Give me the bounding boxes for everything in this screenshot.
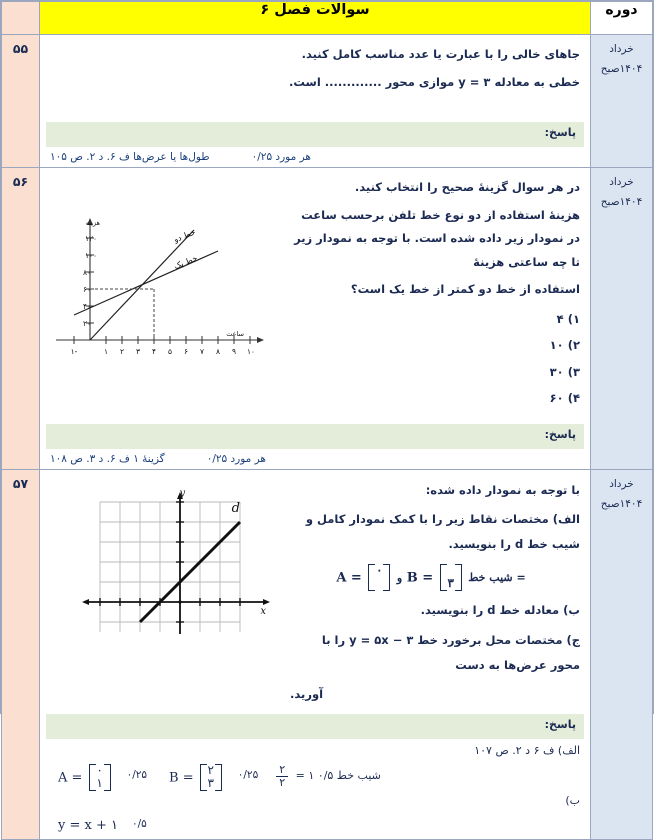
table-row	[2, 168, 653, 470]
svg-text:خط یک: خط یک	[172, 253, 199, 272]
svg-text:۷: ۷	[199, 347, 205, 357]
svg-text:۴۰: ۴۰	[83, 302, 92, 312]
question-date-55	[591, 35, 653, 168]
question-number-57: ۵۷	[2, 469, 40, 839]
matrix-B-bottom: ۳	[447, 576, 454, 591]
matrix-B	[440, 564, 462, 592]
answer-text: طول‌ها یا عرض‌ها ف ۶. د ۲. ص ۱۰۵	[50, 151, 210, 164]
answer-part-alef: الف) ف ۶ د ۲. ص ۱۰۷	[474, 743, 580, 757]
answer-matrix-A	[50, 762, 113, 792]
svg-text:۱۰۰: ۱۰۰	[85, 251, 98, 261]
part-b: ب) معادله خط d را بنویسید.	[420, 603, 580, 618]
svg-text:۸۰: ۸۰	[83, 268, 92, 278]
answer-score: هر مورد ۰/۲۵	[206, 452, 266, 465]
option-2[interactable]: ۲) ۱۰	[549, 338, 580, 353]
question-line: در هر سوال گزینهٔ صحیح را انتخاب کنید.	[354, 180, 580, 195]
part-c-line2: آورید.	[290, 687, 324, 702]
answer-B-label: B =	[169, 769, 194, 785]
answer-label-57: پاسخ:	[46, 714, 584, 739]
answer-A-top: ۰	[96, 762, 103, 777]
date-session: ۱۴۰۴صبح	[600, 62, 643, 75]
date-session: ۱۴۰۴صبح	[600, 497, 643, 510]
question-line: با توجه به نمودار داده شده:	[425, 482, 580, 497]
conjunction: و	[396, 570, 403, 584]
question-date-56	[591, 168, 653, 470]
header-number-cell	[2, 2, 40, 35]
answer-B-top: ۲	[207, 762, 214, 777]
svg-text:۴: ۴	[151, 347, 157, 357]
answer-note-56	[40, 449, 590, 469]
svg-text:۲۰: ۲۰	[83, 319, 92, 329]
answer-slope-eq: ۱ =	[295, 769, 315, 783]
slope-prompt: = شیب خط	[468, 570, 526, 584]
answer-b-equation: y = x + ۱	[58, 818, 118, 834]
page-title: سوالات فصل ۶	[40, 2, 591, 35]
svg-text:هزینه: هزینه	[85, 219, 100, 228]
answer-part-b-label: ب)	[565, 794, 580, 808]
date-month: خرداد	[609, 477, 634, 490]
answer-part-b-math	[50, 812, 580, 839]
answer-A-bottom: ۱	[96, 776, 103, 791]
option-3[interactable]: ۳) ۳۰	[549, 364, 580, 379]
table-row	[2, 35, 653, 168]
answer-b-score: ۰/۵	[131, 818, 147, 831]
answer-alef-math	[50, 762, 580, 792]
option-1[interactable]: ۱) ۴	[556, 311, 580, 326]
svg-text:d: d	[231, 500, 240, 516]
svg-text:۵: ۵	[167, 347, 173, 357]
svg-text:۶۰: ۶۰	[83, 285, 92, 295]
question-text-55	[40, 35, 590, 102]
svg-text:۳: ۳	[135, 347, 141, 357]
svg-text:۸: ۸	[215, 347, 221, 357]
matrix-B-top	[449, 564, 453, 578]
svg-text:ساعت: ساعت	[226, 330, 244, 339]
answer-label-55: پاسخ:	[46, 122, 584, 147]
question-number-56: ۵۶	[2, 168, 40, 470]
svg-text:y: y	[179, 487, 185, 499]
phone-cost-chart	[48, 216, 283, 361]
date-session: ۱۴۰۴صبح	[600, 196, 643, 209]
question-body-55	[40, 35, 591, 168]
matrix-A-label: A =	[336, 569, 362, 585]
svg-text:x: x	[260, 605, 266, 617]
answer-label-56: پاسخ:	[46, 424, 584, 449]
part-c-line1: ج) مختصات محل برخورد خط y = ۵x − ۳ را با محور عرض‌ها به دست	[321, 632, 580, 673]
question-date-57	[591, 469, 653, 839]
answer-matrix-B	[161, 762, 224, 792]
svg-text:۲: ۲	[119, 347, 125, 357]
question-line: الف) مختصات نقاط زیر را با کمک نمودار کامل و شیب خط d را بنویسید.	[305, 511, 580, 552]
question-line: استفاده از خط دو کمتر از خط یک است؟	[350, 282, 580, 297]
answer-A-score: ۰/۲۵	[126, 769, 148, 782]
answer-score: هر مورد ۰/۲۵	[251, 151, 311, 164]
option-4[interactable]: ۴) ۶۰	[549, 391, 580, 406]
answer-body-57	[40, 739, 590, 839]
svg-text:۱۰: ۱۰	[246, 347, 256, 357]
header-date-label: دوره	[591, 2, 653, 35]
matrix-prompt-row	[290, 564, 580, 593]
matrix-A-bottom	[377, 577, 381, 591]
question-number-55: ۵۵	[2, 35, 40, 168]
answer-text: گزینهٔ ۱ ف ۶. د ۳. ص ۱۰۸	[50, 452, 165, 465]
svg-text:۱۲۰: ۱۲۰	[85, 234, 98, 244]
question-body-57	[40, 469, 591, 839]
answer-note-55	[40, 147, 590, 167]
slope-fraction	[276, 764, 288, 788]
matrix-A-top: ۰	[376, 562, 383, 577]
question-body-56	[40, 168, 591, 470]
table-header-row	[2, 2, 653, 35]
table-row	[2, 469, 653, 839]
answer-slope-label: شیب خط ۰/۵	[317, 769, 381, 783]
svg-text:۹: ۹	[231, 347, 237, 357]
question-line: هزینهٔ استفاده از دو نوع خط تلفن برحسب ساعت در نمودار زیر داده شده است. با توجه به نمودار زیر تا چه ساعتی هزینهٔ	[294, 207, 580, 269]
question-line: خطی به معادله y = ۳ موازی محور ............. است.	[288, 74, 580, 89]
answer-A-label: A =	[58, 769, 83, 785]
slope-denominator: ۲	[279, 775, 286, 789]
svg-text:خط دو: خط دو	[172, 227, 197, 245]
answer-B-score: ۰/۲۵	[237, 769, 259, 782]
date-month: خرداد	[609, 43, 634, 55]
slope-numerator: ۲	[276, 764, 288, 777]
line-d-graph	[80, 484, 280, 634]
date-month: خرداد	[609, 176, 634, 189]
matrix-A	[368, 564, 390, 592]
svg-text:-۱: -۱	[70, 347, 78, 357]
matrix-B-label: B =	[406, 569, 434, 585]
question-line: جاهای خالی را با عبارت یا عدد مناسب کامل کنید.	[301, 47, 580, 61]
svg-text:۶: ۶	[183, 347, 189, 357]
svg-text:۱: ۱	[103, 347, 109, 357]
answer-B-bottom: ۳	[207, 776, 214, 791]
